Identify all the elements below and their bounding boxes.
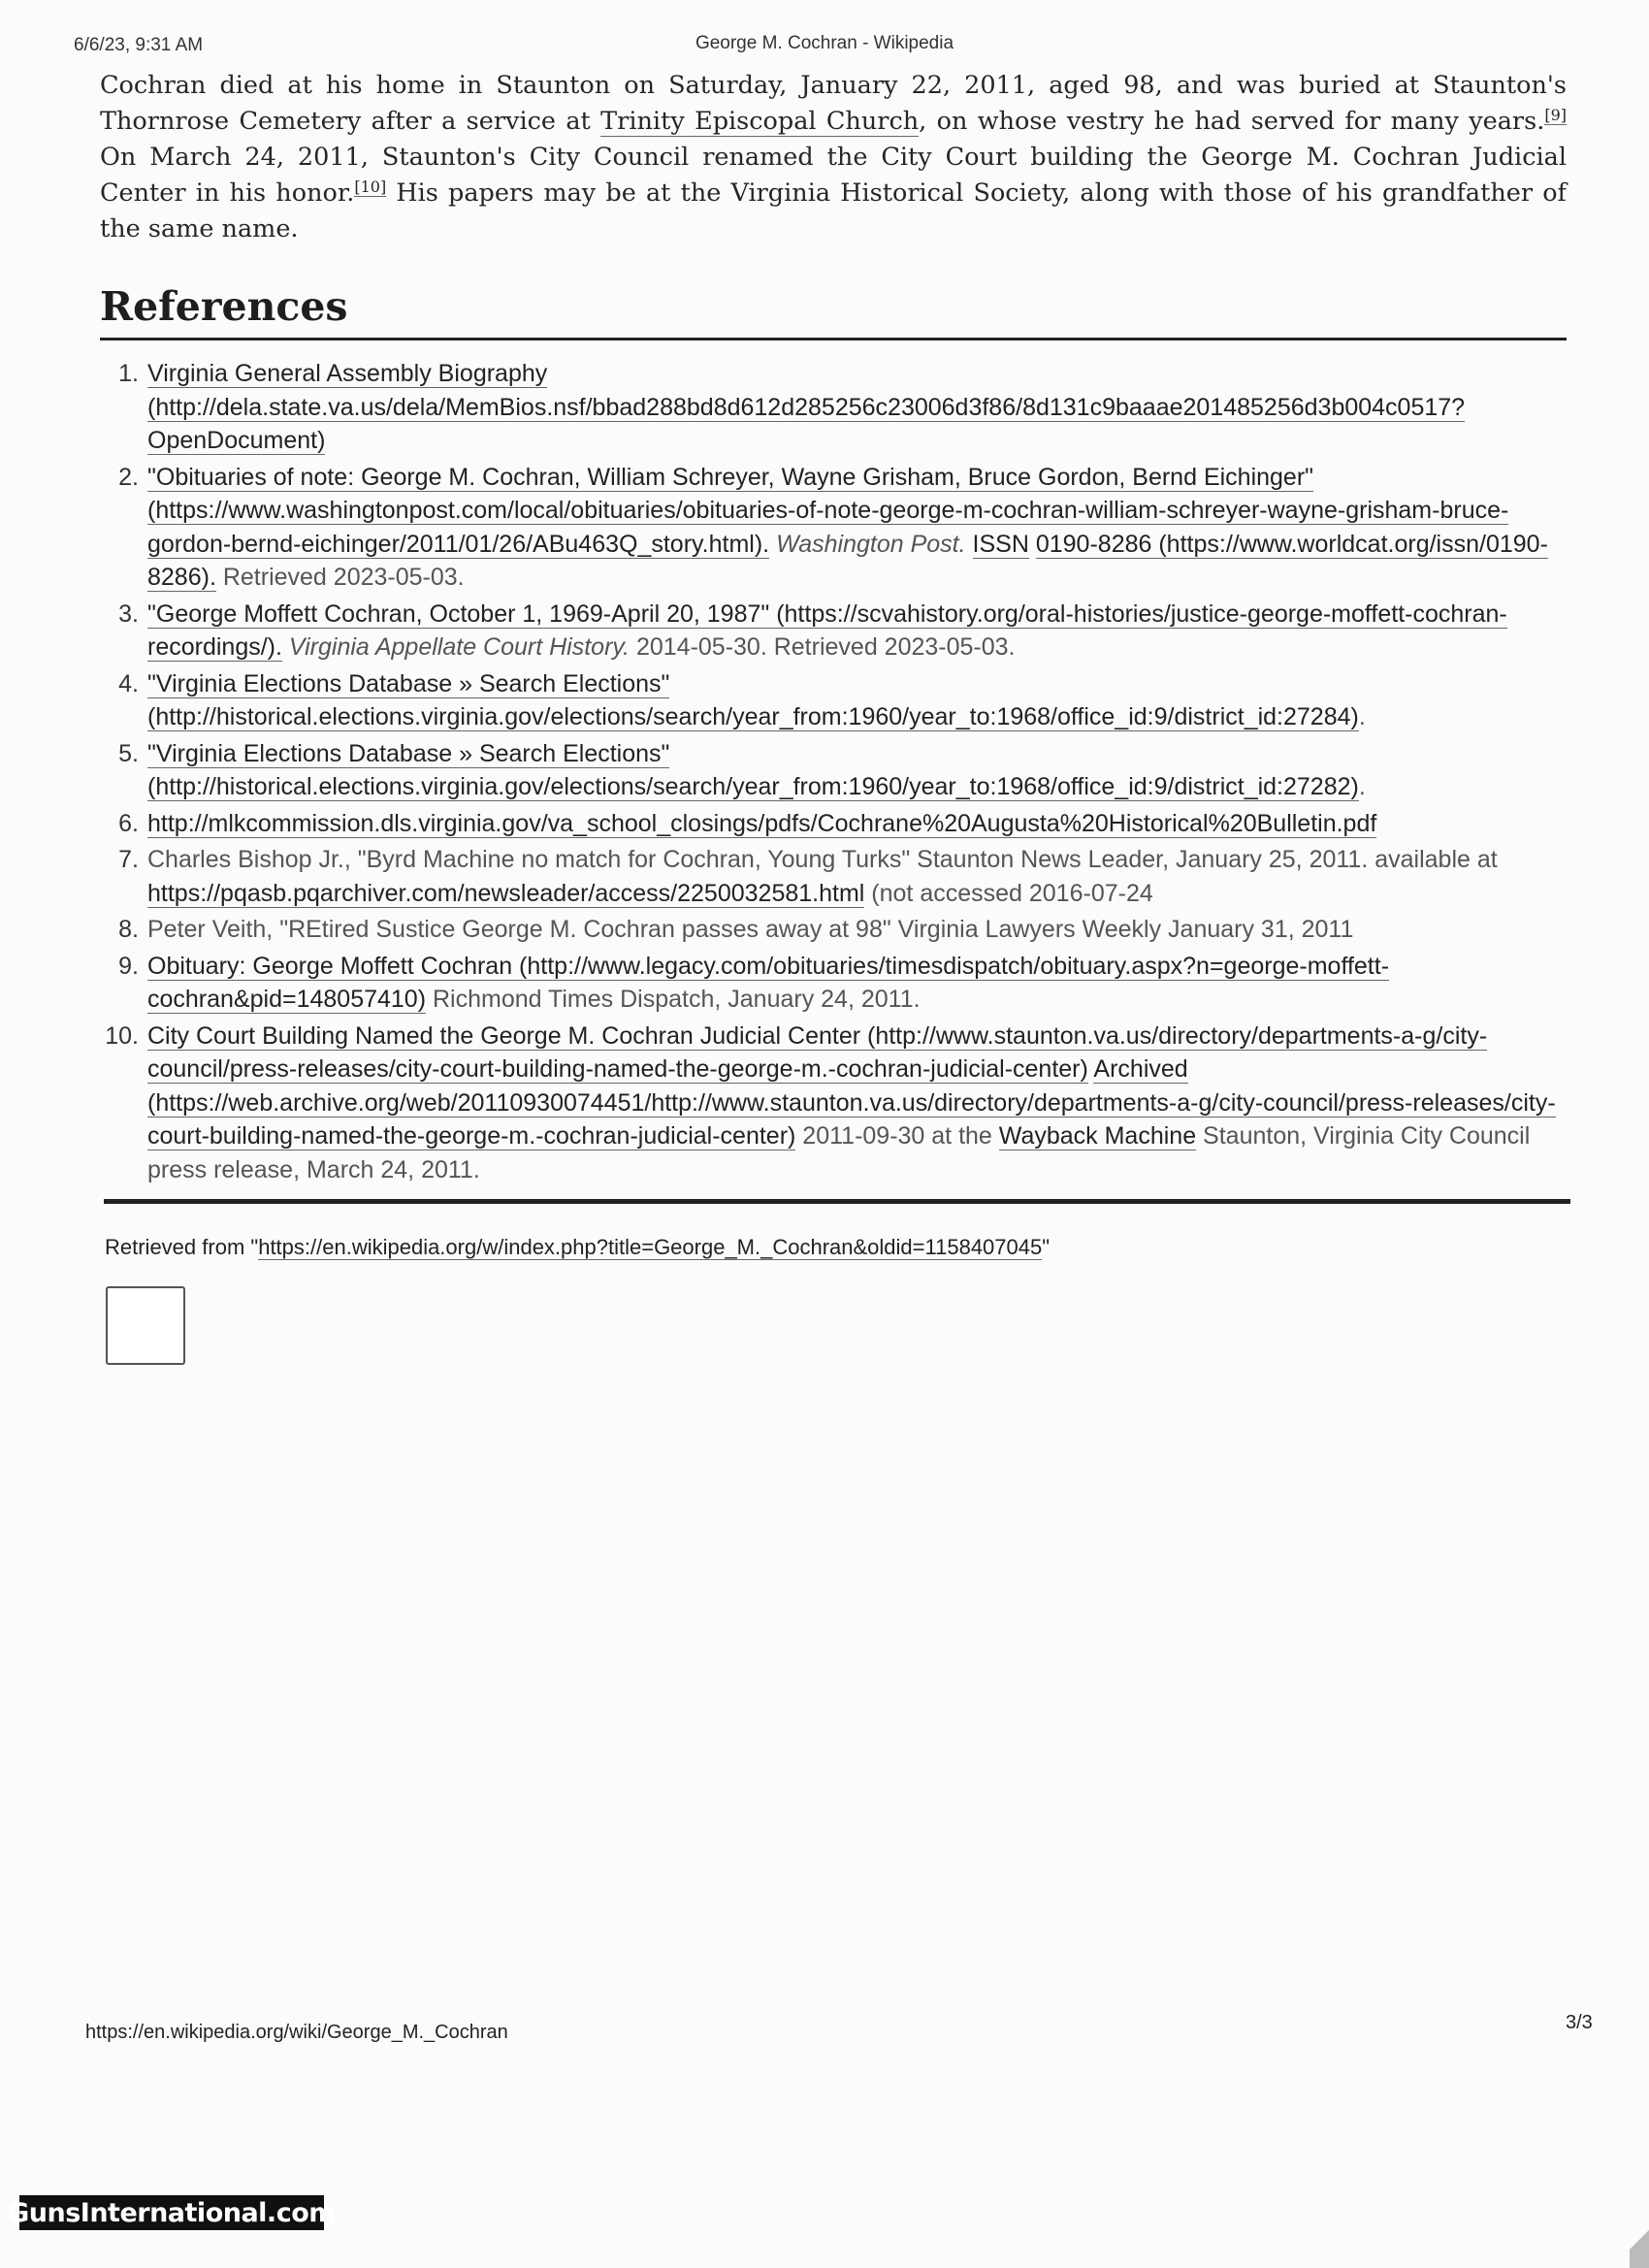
reference-item-8: 8. Peter Veith, "REtired Sustice George M. Cochran passes away at 98" Virginia Lawyers Weekly January 31, 2011 <box>118 916 1354 943</box>
reference-item-6: 6. http://mlkcommission.dls.virginia.gov/va_school_closings/pdfs/Cochrane%20Augusta%20Historical%20Bulletin.pdf <box>118 809 1377 837</box>
reference-item-5: 5. "Virginia Elections Database » Search Elections" (http://historical.elections.virginia.gov/elections/search/year_from:1960/year_to:1968/office_id:9/district_id:27282). <box>118 739 1366 800</box>
trinity-church-link[interactable]: Trinity Episcopal Church <box>600 107 920 136</box>
retrieved-link[interactable]: https://en.wikipedia.org/w/index.php?title=George_M._Cochran&oldid=1158407045 <box>258 1235 1043 1259</box>
reference-item-1: 1. Virginia General Assembly Biography (http://dela.state.va.us/dela/MemBios.nsf/bbad288bd8d612d285256c23006d3f86/8d131c9baaae201485256d3b004c0517?OpenDocument) <box>118 360 1466 454</box>
empty-checkbox[interactable] <box>106 1286 185 1365</box>
body-paragraph: Cochran died at his home in Staunton on Saturday, January 22, 2011, aged 98, and was buried at Staunton's Thornrose Cemetery after a service at Trinity Episcopal Church, on whose vestry he had served for many years.[9] On March 24, 2011, Staunton's City Council renamed the City Court building the George M. Cochran Judicial Center in his honor.[10] His papers may be at the Virginia Historical Society, along with those of his grandfather of the same name. <box>100 71 1567 243</box>
reference-item-4: 4. "Virginia Elections Database » Search Elections" (http://historical.elections.virginia.gov/elections/search/year_from:1960/year_to:1968/office_id:9/district_id:27284). <box>118 669 1366 730</box>
citation-10-link[interactable]: [10] <box>354 177 387 196</box>
references-heading: References <box>100 281 1567 340</box>
footer-url: https://en.wikipedia.org/wiki/George_M._Cochran <box>85 2022 508 2043</box>
reference-item-3: 3. "George Moffett Cochran, October 1, 1969-April 20, 1987" (https://scvahistory.org/oral-histories/justice-george-moffett-cochran-recordings/). Virginia Appellate Court History. 2014-05-30. Retrieved 2023-05-03. <box>118 599 1507 661</box>
reference-item-9: 9. Obituary: George Moffett Cochran (http://www.legacy.com/obituaries/timesdispatch/obituary.aspx?n=george-moffett-cochran&pid=148057410) Richmond Times Dispatch, January 24, 2011. <box>118 952 1390 1013</box>
watermark-logo: GunsInternational.com <box>19 2195 324 2230</box>
page-number: 3/3 <box>1566 2012 1593 2033</box>
retrieved-from: Retrieved from "https://en.wikipedia.org/w/index.php?title=George_M._Cochran&oldid=1158407045" <box>105 1235 1051 1259</box>
print-date: 6/6/23, 9:31 AM <box>74 35 204 55</box>
reference-list <box>100 357 1574 1189</box>
reference-item-10: 10. City Court Building Named the George M. Cochran Judicial Center (http://www.staunton.va.us/directory/departments-a-g/city-council/press-releases/city-court-building-named-the-george-m.-cochran-judicial-center) Archived (https://web.archive.org/web/20110930074451/http://www.staunton.va.us/directory/departments-a-g/city-council/press-releases/city-court-building-named-the-george-m.-cochran-judicial-center) 2011-09-30 at the Wayback Machine Staunton, Virginia City Council press release, March 24, 2011. <box>105 1021 1556 1183</box>
print-title: George M. Cochran - Wikipedia <box>695 33 954 53</box>
reference-item-2: 2. "Obituaries of note: George M. Cochran, William Schreyer, Wayne Grisham, Bruce Gordon, Bernd Eichinger" (https://www.washingtonpost.com/local/obituaries/obituaries-of-note-george-m-cochran-william-schreyer-wayne-grisham-bruce-gordon-bernd-eichinger/2011/01/26/ABu463Q_story.html). Washington Post. ISSN 0190-8286 (https://www.worldcat.org/issn/0190-8286). Retrieved 2023-05-03. <box>118 463 1548 591</box>
citation-9-link[interactable]: [9] <box>1544 105 1567 124</box>
reference-item-7: 7. Charles Bishop Jr., "Byrd Machine no match for Cochran, Young Turks" Staunton News Leader, January 25, 2011. available at https://pqasb.pqarchiver.com/newsleader/access/2250032581.html (not accessed 2016-07-24 <box>118 846 1498 907</box>
references-divider <box>104 1199 1570 1204</box>
page-corner-fold <box>1630 2212 1649 2268</box>
